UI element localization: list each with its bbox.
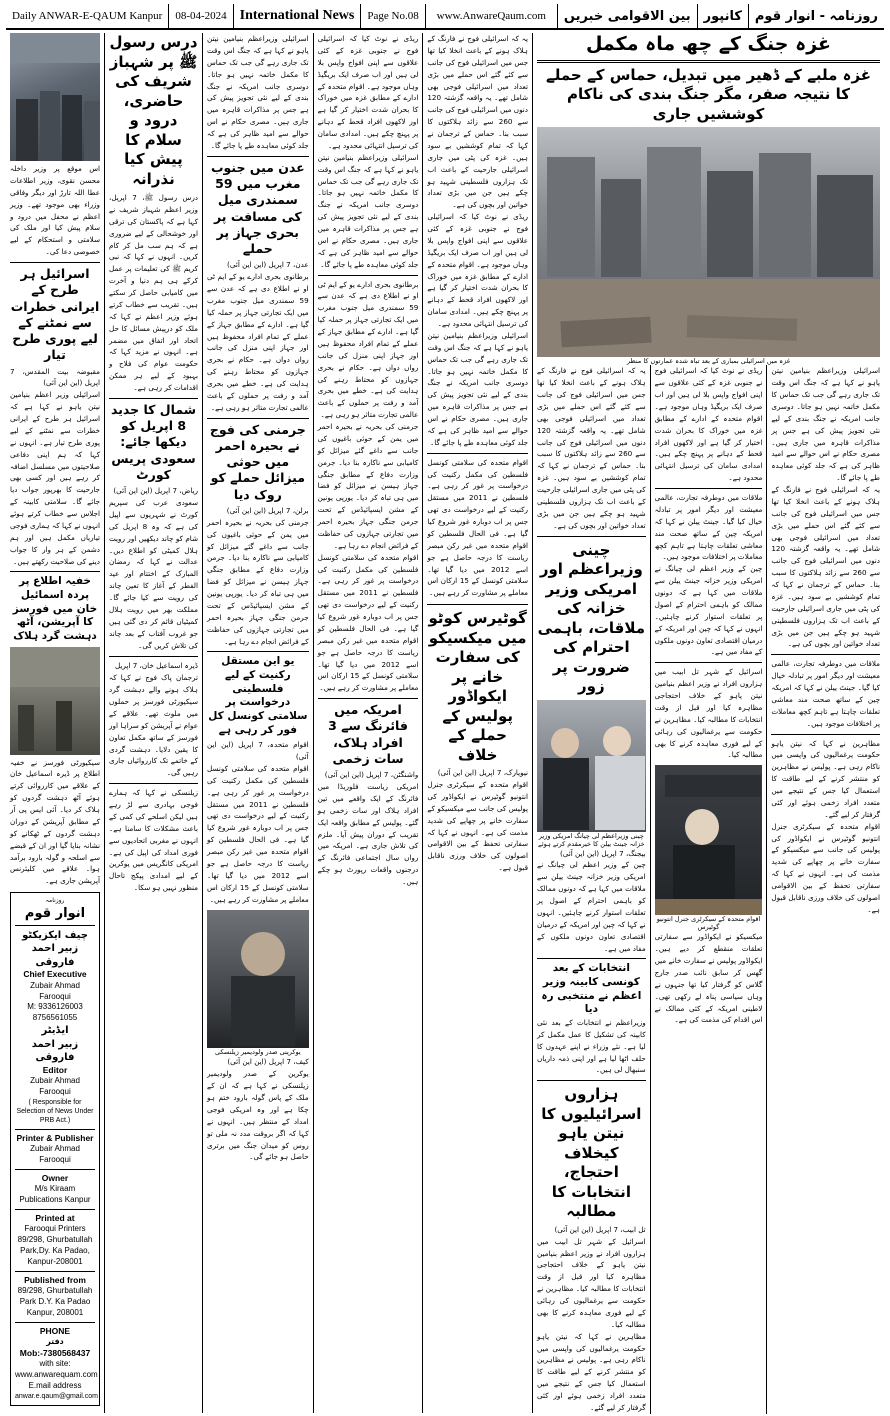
office-chief-exec-urdu-label: چیف ایکزیکٹو — [22, 929, 88, 941]
lead-body-a3: اسرائیلی وزیراعظم بنیامین نیتن یاہو نے کہا ہے کہ جنگ اس وقت تک جاری رہے گی جب تک حماس کا مکمل خاتمہ نہیں ہو جاتا۔ دوسری جانب امریکہ نے جنگ بندی کے لیے نئی تجویز پیش کی ہے جس پر مذاکرات قاہرہ میں جاری ہیں۔ مصری حکام نے اس حوالے سے امید ظاہر کی ہے کہ جلد کوئی معاہدہ طے پا جائے گا۔ — [427, 330, 529, 447]
america-firing-headline: امریکہ میں فائرنگ سے 3 افراد ہلاک، سات زخمی — [318, 698, 419, 767]
un-body: اقوام متحدہ کی سلامتی کونسل فلسطین کی مکمل رکنیت کی درخواست پر غور کر رہی ہے۔ فلسطین نے 2011 میں مستقل رکنیت کے لیے درخواست دی تھی جس پر اب دوبارہ غور شروع کیا گیا ہے۔ فی الحال فلسطین کو اقوام متحدہ میں غیر رکن مبصر ریاست کا درجہ حاصل ہے جو اسے 2012 میں دیا گیا تھا۔ سلامتی کونسل کے 15 ارکان اس معاملے پر مشاورت کر رہے ہیں۔ — [207, 763, 309, 904]
masthead-urdu-city: کانپور — [698, 4, 749, 28]
column-1 — [6, 33, 104, 1413]
middle-zone — [202, 33, 532, 1413]
office-email-label: E.mail address — [28, 1380, 82, 1390]
masthead-page-no: Page No.08 — [361, 4, 425, 28]
left-zone — [6, 33, 202, 1413]
lead-body-left: اسرائیلی وزیراعظم بنیامین نیتن یاہو نے کہا ہے کہ جنگ اس وقت تک جاری رہے گی جب تک حماس کا مکمل خاتمہ نہیں ہو جاتا۔ دوسری جانب امریکہ نے جنگ بندی کے لیے نئی تجویز پیش کی ہے جس پر مذاکرات قاہرہ میں جاری ہیں۔ مصری حکام نے اس حوالے سے امید ظاہر کی ہے کہ جلد کوئی معاہدہ طے پا جائے گا۔ — [207, 34, 309, 150]
office-editor-urdu-name: زبیر احمد فاروقی — [31, 1038, 79, 1063]
ismail-body-left: سیکیورٹی فورسز نے خفیہ اطلاع پر ڈیرہ اسماعیل خان کے علاقے میں کارروائی کرتے ہوئے آٹھ دہشت گردوں کو ہلاک کر دیا۔ آئی ایس پی آر کے مطابق آپریشن کے دوران دہشت گردوں کے ٹھکانے کو نشانہ بنایا گیا اور ان کے قبضے سے اسلحہ و گولہ بارود برآمد ہوا۔ علاقے میں کلیئرنس آپریشن جاری ہے۔ — [10, 757, 100, 886]
column-6 — [533, 365, 650, 1414]
un-dateline: اقوام متحدہ، 7 اپریل (این این آئی) — [207, 740, 309, 762]
aden-dateline: عدن، 7 اپریل (این این آئی) — [227, 260, 309, 270]
un-headline: یو این مستقل رکنیت کے لیے فلسطینی درخواست پر سلامتی کونسل کل فور کر رہی ہے — [207, 651, 309, 737]
lead-body-a: یہ کہ اسرائیلی فوج نے فارنگ کے ہلاک ہونے کے باعث انخلا کیا تھا جس میں اسرائیلی فوج کی جانب سے کئے گئے اس حملے میں بڑی تعداد میں اسرائیلی فوجی بھی شامل تھے۔ یہ واقعہ گزشتہ 120 دنوں میں اسرائیلی فوج کی جانب سے 260 سے زائد ہلاکتوں کا سبب بنا۔ حماس کے ترجمان نے کہا کہ تمام کوششیں بے سود ہیں۔ غزہ کی پٹی میں جاری اسرائیلی جارحیت کے باعث اب تک ہزاروں فلسطینی شہید ہو چکے ہیں جن میں بڑی تعداد خواتین اور بچوں کی ہے۔ — [427, 34, 529, 210]
mexico-body-right: میکسیکو نے ایکواڈور سے سفارتی تعلقات منقطع کر دیے ہیں۔ ایکواڈور پولیس نے سفارت خانے میں گھس کر سابق نائب صدر جارج گلاس کو گرفتار کیا تھا جنہوں نے وہاں سیاسی پناہ لے رکھی تھی۔ لاطینی امریکہ کے کئی ممالک نے اس اقدام کی مذمت کی ہے۔ — [654, 932, 763, 1025]
aden-body: برطانوی بحری ادارے یو کے ایم ٹی او نے اطلاع دی ہے کہ عدن سے 59 سمندری میل جنوب مغرب میں ایک تجارتی جہاز پر حملہ کیا گیا ہے۔ ادارے کے مطابق جہاز کے عملے کے تمام افراد محفوظ ہیں اور جہاز اپنی منزل کی جانب رواں دواں ہے۔ حکام نے بحری جہازوں کو محتاط رہنے کی ہدایت کی ہے۔ خطے میں بحری آمد و رفت پر حملوں کے باعث عالمی تجارت متاثر ہو رہی ہے۔ — [207, 272, 309, 412]
column-5 — [422, 33, 532, 1413]
lead-right-c2: یہ کہ اسرائیلی فوج نے فارنگ کے ہلاک ہونے کے باعث انخلا کیا تھا جس میں اسرائیلی فوج کی جانب سے کئے گئے اس حملے میں بڑی تعداد میں اسرائیلی فوجی بھی شامل تھے۔ یہ واقعہ گزشتہ 120 دنوں میں اسرائیلی فوج کی جانب سے 260 سے زائد ہلاکتوں کا سبب بنا۔ حماس کے ترجمان نے کہا کہ تمام کوششیں بے سود ہیں۔ غزہ کی پٹی میں جاری اسرائیلی جارحیت کے باعث اب تک ہزاروں فلسطینی شہید ہو چکے ہیں جن میں بڑی تعداد خواتین اور بچوں کی ہے۔ — [771, 485, 881, 649]
china-us-body-4: ملاقات میں دوطرفہ تجارت، عالمی معیشت اور دیگر امور پر تبادلہ خیال کیا گیا۔ جینٹ ییلن نے کہا کہ امریکہ چین کے ساتھ صحت مند معاشی تعلقات چاہتا ہے تاہم کچھ معاملات پر اختلافات موجود ہیں۔ — [771, 654, 880, 729]
office-website-label: with site: — [39, 1359, 71, 1369]
office-editor-role: Editor — [42, 1064, 68, 1075]
mexico-body-8: اقوام متحدہ کے سیکرٹری جنرل انتونیو گوٹیرس نے ایکواڈور کی پولیس کی جانب سے میکسیکو کے سفارت خانے پر چھاپے کی شدید مذمت کی ہے۔ انہوں نے کہا کہ سفارتی تحفظ کے بین الاقوامی اصولوں کی خلاف ورزی ناقابل قبول ہے۔ — [771, 821, 881, 914]
office-urdu-label: دفتر — [46, 1336, 64, 1346]
israel-protest-body: اسرائیل کے شہر تل ابیب میں ہزاروں افراد نے وزیر اعظم بنیامین نیتن یاہو کے خلاف احتجاجی مظاہرہ کیا اور قبل از وقت انتخابات کا مطالبہ کیا۔ مظاہرین نے حکومت سے یرغمالیوں کی رہائی کے لیے فوری معاہدہ کرنے کا بھی مطالبہ کیا۔ — [537, 1236, 646, 1329]
mexico-body: اقوام متحدہ کے سیکرٹری جنرل انتونیو گوٹیرس نے ایکواڈور کی پولیس کی جانب سے میکسیکو کے سفارت خانے پر چھاپے کی شدید مذمت کی ہے۔ انہوں نے کہا کہ سفارتی تحفظ کے بین الاقوامی اصولوں کی خلاف ورزی ناقابل قبول ہے۔ — [427, 780, 529, 873]
aden-body-cont: برطانوی بحری ادارے یو کے ایم ٹی او نے اطلاع دی ہے کہ عدن سے 59 سمندری میل جنوب مغرب میں ایک تجارتی جہاز پر حملہ کیا گیا ہے۔ ادارے کے مطابق جہاز کے عملے کے تمام افراد محفوظ ہیں اور جہاز اپنی منزل کی جانب رواں دواں ہے۔ حکام نے بحری جہازوں کو محتاط رہنے کی ہدایت کی ہے۔ خطے میں بحری آمد و رفت پر حملوں کے باعث عالمی تجارت متاثر ہو رہی ہے۔ — [318, 275, 419, 422]
masthead-date: 08-04-2024 — [169, 4, 233, 28]
office-mobile-1[interactable]: M: 9336126003 — [27, 1002, 83, 1012]
page-body — [6, 33, 884, 1413]
china-us-headline: چینی وزیراعظم اور امریکی وزیر خزانہ کی ملاقات، باہمی احترام کی ضرورت پر زور — [537, 536, 646, 697]
lead-right-c: اسرائیلی وزیراعظم بنیامین نیتن یاہو نے کہا ہے کہ جنگ اس وقت تک جاری رہے گی جب تک حماس کا مکمل خاتمہ نہیں ہو جاتا۔ دوسری جانب امریکہ نے جنگ بندی کے لیے نئی تجویز پیش کی ہے جس پر مذاکرات قاہرہ میں جاری ہیں۔ مصری حکام نے اس حوالے سے امید ظاہر کی ہے کہ جلد کوئی معاہدہ طے پا جائے گا۔ — [771, 366, 881, 483]
lead-headline: غزہ ملبے کے ڈھیر میں تبدیل، حماس کے حملے کا نتیجہ صفر، مگر جنگ بندی کی ناکام کوششیں جاری — [545, 65, 872, 123]
office-website[interactable]: www.anwarequam.com — [15, 1370, 98, 1380]
masthead — [6, 4, 884, 30]
germany-body: جرمنی کی بحریہ نے بحیرہ احمر میں یمن کے حوثی باغیوں کی جانب سے داغے گئے میزائل کو کامیابی سے ناکارہ بنا دیا۔ جرمن وزارت دفاع کے مطابق جنگی جہاز ہیسن نے میزائل کو فضا میں ہی تباہ کر دیا۔ یورپی یونین کے مشن ایسپائیڈس کے تحت جرمن جنگی جہاز بحیرہ احمر میں تجارتی جہازوں کی حفاظت کے فرائض انجام دے رہا ہے۔ — [207, 517, 309, 646]
zelensky-dateline: کیف، 7 اپریل (این این آئی) — [227, 1057, 309, 1067]
rasool-headline: درس رسول ﷺ پر شہباز شریف کی حاضری، درود و سلام کا پیش کیا نذرانہ — [109, 33, 198, 188]
germany-headline: جرمنی کی فوج نے بحیرہ احمر میں حوثی میزائل حملے کو روک دیا — [207, 418, 309, 503]
germany-body-cont: جرمنی کی بحریہ نے بحیرہ احمر میں یمن کے حوثی باغیوں کی جانب سے داغے گئے میزائل کو کامیابی سے ناکارہ بنا دیا۔ جرمن وزارت دفاع کے مطابق جنگی جہاز ہیسن نے میزائل کو فضا میں ہی تباہ کر دیا۔ یورپی یونین کے مشن ایسپائیڈس کے تحت جرمن جنگی جہاز بحیرہ احمر میں تجارتی جہازوں کی حفاظت کے فرائض انجام دے رہا ہے۔ — [317, 422, 419, 550]
un-body-cont: اقوام متحدہ کی سلامتی کونسل فلسطین کی مکمل رکنیت کی درخواست پر غور کر رہی ہے۔ فلسطین نے 2011 میں مستقل رکنیت کے لیے درخواست دی تھی جس پر اب دوبارہ غور شروع کیا گیا ہے۔ فی الحال فلسطین کو اقوام متحدہ میں غیر رکن مبصر ریاست کا درجہ حاصل ہے جو اسے 2012 میں دیا گیا تھا۔ سلامتی کونسل کے 15 ارکان اس معاملے پر مشاورت کر رہے ہیں۔ — [317, 552, 419, 693]
masthead-section: International News — [234, 4, 362, 28]
office-owner-label: Owner — [41, 1172, 69, 1183]
israel-protest-body-3: اسرائیل کے شہر تل ابیب میں ہزاروں افراد نے وزیر اعظم بنیامین نیتن یاہو کے خلاف احتجاجی مظاہرہ کیا اور قبل از وقت انتخابات کا مطالبہ کیا۔ مظاہرین نے حکومت سے یرغمالیوں کی رہائی کے لیے فوری معاہدہ کرنے کا بھی مطالبہ کیا۔ — [655, 662, 763, 761]
office-mobile-main[interactable]: Mob:-7380568437 — [19, 1347, 91, 1358]
office-printed-at: Farooqui Printers 89/298, Ghurbatullah Park,Dy. Ka Padao, Kanpur-208001 — [17, 1224, 93, 1266]
zelensky-body-left: زیلنسکی نے کہا کہ ہمارے فوجی بہادری سے لڑ رہے ہیں لیکن اسلحے کی کمی کے باعث مشکلات کا سامنا ہے۔ انہوں نے مغربی اتحادیوں سے فوری امداد کی اپیل کی ہے۔ امریکی کانگریس میں یوکرین کے لیے امدادی پیکج تاحال منظور نہیں ہو سکا۔ — [109, 783, 198, 894]
masthead-urdu-title: روزنامہ - انوار قوم — [754, 8, 878, 24]
office-email[interactable]: anwar.e.qaum@gmail.com — [15, 1392, 98, 1400]
office-published-label: Published from — [24, 1274, 86, 1285]
cabinet-body: وزیراعظم نے انتخابات کے بعد نئی کابینہ کی تشکیل کا عمل مکمل کر لیا ہے۔ نئے وزراء نے اپنے عہدوں کا حلف اٹھا لیا ہے اور اپنی ذمہ داریاں سنبھال لی ہیں۔ — [537, 1017, 646, 1075]
office-phone-label: PHONE — [39, 1325, 71, 1336]
office-chief-exec-role: Chief Executive — [23, 969, 87, 980]
china-us-body-3: چین کے وزیر اعظم لی چیانگ نے امریکی وزیر خزانہ جینٹ ییلن سے ملاقات میں کہا ہے کہ دونوں ممالک کو باہمی احترام کے اصول پر تعلقات استوار کرنے چاہئیں۔ انہوں نے کہا کہ چین اور امریکہ کے درمیان اقتصادی تعاون دونوں ملکوں کے مفاد میں ہے۔ — [654, 564, 763, 657]
zelensky-photo — [207, 910, 309, 1048]
office-printer-name: Zubair Ahmad Farooqui — [30, 1144, 80, 1165]
right-columns — [533, 365, 884, 1414]
column-7 — [650, 365, 767, 1414]
right-zone — [532, 33, 884, 1413]
israel-protest-headline: ہزاروں اسرائیلیوں کا نیتن یاہو کیخلاف احتجاج، انتخابات کا مطالبہ — [537, 1080, 646, 1222]
column-2 — [104, 33, 202, 1413]
office-editor-note: ( Responsible for Selection of News Under PRB Act.) — [16, 1098, 94, 1125]
lead-body-mid: ریڈی نے نوٹ کیا کہ اسرائیلی فوج نے جنوبی غزہ کے کئی علاقوں سے اپنی افواج واپس بلا لی ہیں اور اب صرف ایک بریگیڈ وہاں موجود ہے۔ اقوام متحدہ کے ادارے کے مطابق غزہ میں خوراک کا بحران شدت اختیار کر گیا ہے اور لاکھوں افراد قحط کے دہانے پر پہنچ چکے ہیں۔ امدادی سامان کی ترسیل انتہائی محدود ہے۔ — [317, 34, 419, 150]
office-tag: روزنامہ — [45, 897, 65, 905]
masthead-urdu-name: انوار قوم — [754, 8, 816, 24]
israel-protest-dateline: تل ابیب، 7 اپریل (این این آئی) — [554, 1224, 646, 1234]
america-firing-dateline: واشنگٹن، 7 اپریل (این این آئی) — [324, 770, 419, 780]
israel-iran-headline: اسرائیل ہر طرح کے ایرانی خطرات سے نمٹنے کے لیے پوری طرح تیار — [10, 262, 100, 364]
office-published-at: 89/298, Ghurbatullah Park D.Y. Ka Padao Kanpur, 208001 — [17, 1286, 93, 1317]
america-firing-body: امریکی ریاست فلوریڈا میں فائرنگ کے ایک واقعے میں تین افراد ہلاک اور سات زخمی ہو گئے۔ پولیس کے مطابق واقعہ ایک تقریب کے دوران پیش آیا۔ ملزم کی تلاش جاری ہے۔ امریکہ میں رواں سال اجتماعی فائرنگ کے درجنوں واقعات رپورٹ ہو چکے ہیں۔ — [317, 782, 419, 886]
column-3 — [203, 33, 313, 1413]
ismail-body-2: ترجمان پاک فوج نے کہا کہ ہلاک ہونے والے دہشت گرد سیکیورٹی فورسز پر حملوں میں ملوث تھے۔ علاقے کے عوام نے آپریشن کو سراہا اور فورسز کے ساتھ مکمل تعاون کا یقین دلایا۔ دہشت گردی کے خاتمے تک کارروائیاں جاری رہیں گی۔ — [109, 673, 198, 778]
zelensky-body: یوکرین کے صدر ولودیمیر زیلنسکی نے کہا ہے کہ ان کے ملک کے پاس گولہ بارود ختم ہو چکا ہے اور وہ امریکی فوجی امداد کے منتظر ہیں۔ انہوں نے کہا کہ اگر بروقت مدد نہ ملی تو روس کو میدان جنگ میں برتری حاصل ہو جائے گی۔ — [207, 1069, 309, 1162]
lead-body-mid-2: اسرائیلی وزیراعظم بنیامین نیتن یاہو نے کہا ہے کہ جنگ اس وقت تک جاری رہے گی جب تک حماس کا مکمل خاتمہ نہیں ہو جاتا۔ دوسری جانب امریکہ نے جنگ بندی کے لیے نئی تجویز پیش کی ہے جس پر مذاکرات قاہرہ میں جاری ہیں۔ مصری حکام نے اس حوالے سے امید ظاہر کی ہے کہ جلد کوئی معاہدہ طے پا جائے گا۔ — [317, 152, 419, 269]
germany-dateline: برلن، 7 اپریل (این این آئی) — [226, 505, 309, 515]
column-8 — [766, 365, 884, 1414]
lead-photo-wrap — [533, 127, 884, 365]
cabinet-headline: انتخابات کے بعد کونسی کابینہ وزیر اعظم نے منتخبی رہ دیا — [537, 958, 646, 1017]
saudi-dateline: ریاض، 7 اپریل (این این آئی) — [113, 486, 198, 496]
office-printer-label: Printer & Publisher — [16, 1132, 94, 1143]
rasool-body-2: درس رسول ﷺ، 7 اپریل، وزیر اعظم شہباز شریف نے کہا ہے کہ پاکستان کی ترقی اور خوشحالی کے لیے ضروری ہے کہ ہم سب مل کر کام کریں۔ انہوں نے کہا کہ نبی کریم ﷺ کی تعلیمات پر عمل کرکے ہی ہم دنیا و آخرت میں کامیابی حاصل کر سکتے ہیں۔ تقریب سے خطاب کرتے ہوئے وزیر اعظم نے کہا کہ ملک کو درپیش مسائل کا حل اتحاد اور اتفاق میں مضمر ہے۔ انہوں نے مزید کہا کہ حکومت عوام کی فلاح و بہبود کے لیے ہر ممکن اقدامات کر رہی ہے۔ — [109, 193, 198, 392]
lead-body-a2: ریڈی نے نوٹ کیا کہ اسرائیلی فوج نے جنوبی غزہ کے کئی علاقوں سے اپنی افواج واپس بلا لی ہیں اور اب صرف ایک بریگیڈ وہاں موجود ہے۔ اقوام متحدہ کے ادارے کے مطابق غزہ میں خوراک کا بحران شدت اختیار کر گیا ہے اور لاکھوں افراد قحط کے دہانے پر پہنچ چکے ہیں۔ امدادی سامان کی ترسیل انتہائی محدود ہے۔ — [427, 212, 529, 328]
ismail-headline-left: خفیہ اطلاع پر پردہ اسمائیل خان میں فورسز کا آپریشن، آٹھ دہشت گرد ہلاک — [10, 571, 100, 643]
column-4 — [313, 33, 423, 1413]
israel-protest-body-2: مظاہرین نے کہا کہ نیتن یاہو حکومت یرغمالیوں کی واپسی میں ناکام رہی ہے۔ پولیس نے مظاہرین کو منتشر کرنے کے لیے طاقت کا استعمال کیا جس کے نتیجے میں متعدد افراد زخمی ہوئے اور کئی گرفتار کر لیے گئے۔ — [537, 1331, 646, 1412]
china-us-dateline: بیجنگ، 7 اپریل (این این آئی) — [559, 848, 646, 858]
un-body-3: اقوام متحدہ کی سلامتی کونسل فلسطین کی مکمل رکنیت کی درخواست پر غور کر رہی ہے۔ فلسطین نے 2011 میں مستقل رکنیت کے لیے درخواست دی تھی جس پر اب دوبارہ غور شروع کیا گیا ہے۔ فی الحال فلسطین کو اقوام متحدہ میں غیر رکن مبصر ریاست کا درجہ حاصل ہے جو اسے 2012 میں دیا گیا تھا۔ سلامتی کونسل کے 15 ارکان اس معاملے پر مشاورت کر رہے ہیں۔ — [427, 453, 528, 600]
masthead-urdu-daily: روزنامہ — [829, 8, 878, 24]
office-editor-name: Zubair Ahmad Farooqui — [30, 1075, 80, 1096]
office-mobile-2[interactable]: 8756561055 — [32, 1013, 78, 1023]
lead-right-a: یہ کہ اسرائیلی فوج نے فارنگ کے ہلاک ہونے کے باعث انخلا کیا تھا جس میں اسرائیلی فوج کی جانب سے کئے گئے اس حملے میں بڑی تعداد میں اسرائیلی فوجی بھی شامل تھے۔ یہ واقعہ گزشتہ 120 دنوں میں اسرائیلی فوج کی جانب سے 260 سے زائد ہلاکتوں کا سبب بنا۔ حماس کے ترجمان نے کہا کہ تمام کوششیں بے سود ہیں۔ غزہ کی پٹی میں جاری اسرائیلی جارحیت کے باعث اب تک ہزاروں فلسطینی شہید ہو چکے ہیں جن میں بڑی تعداد خواتین اور بچوں کی ہے۔ — [537, 366, 646, 530]
china-us-photo — [537, 700, 646, 832]
gaza-destruction-photo — [537, 127, 880, 357]
guterres-photo-caption: اقوام متحدہ کے سیکرٹری جنرل انتونیو گوٹیرس — [656, 915, 761, 932]
office-logo: انوار قوم — [15, 905, 95, 926]
rasool-photo — [10, 33, 100, 161]
mexico-headline: گوٹیرس کوٹو میں میکسیکو کی سفارت خانے پر ایکواڈور پولیس کے حملے کے خلاف — [427, 604, 528, 765]
masthead-paper-name: Daily ANWAR-E-QAUM Kanpur — [6, 4, 169, 28]
guterres-photo — [655, 765, 763, 915]
israel-iran-dateline: مقبوضہ بیت المقدس، 7 اپریل (این این آئی) — [10, 366, 100, 388]
israel-iran-body: اسرائیلی وزیر اعظم بنیامین نیتن یاہو نے کہا ہے کہ اسرائیل ہر طرح کے ایرانی خطرات سے نمٹنے کے لیے پوری طرح تیار ہے۔ انہوں نے کہا کہ ہم اپنی دفاعی صلاحیتوں میں مسلسل اضافہ کر رہے ہیں اور کسی بھی جارحیت کا بھرپور جواب دیا جائے گا۔ سلامتی کابینہ کے اجلاس سے خطاب کرتے ہوئے انہوں نے کہا کہ ہماری فوجی تیاریاں مکمل ہیں اور ہم دشمن کے ہر وار کا جواب دینے کی صلاحیت رکھتے ہیں۔ — [10, 390, 100, 566]
mexico-dateline: نیویارک، 7 اپریل (این این آئی) — [437, 768, 529, 778]
office-chief-exec-urdu-name: زبیر احمد فاروقی — [31, 943, 79, 968]
masthead-website[interactable]: www.AnwareQaum.com — [426, 4, 558, 28]
saudi-headline: شمال کا جدید 8 اپریل کو دیکھا جائے: سعودی پریس کورٹ — [109, 398, 198, 483]
lead-photo-caption: غزہ میں اسرائیلی بمباری کے بعد تباہ شدہ عمارتوں کا منظر — [626, 357, 791, 366]
aden-headline: عدن میں جنوب مغرب میں 59 سمندری میل کی مسافت پر بحری جہاز پر حملے — [207, 156, 309, 258]
masthead-urdu-section: بین الاقوامی خبریں — [558, 4, 698, 28]
china-us-body: چین کے وزیر اعظم لی چیانگ نے امریکی وزیر خزانہ جینٹ ییلن سے ملاقات میں کہا ہے کہ دونوں ممالک کو باہمی احترام کے اصول پر تعلقات استوار کرنے چاہئیں۔ انہوں نے کہا کہ چین اور امریکہ کے درمیان اقتصادی تعاون دونوں ملکوں کے مفاد میں ہے۔ — [537, 860, 646, 953]
lead-right-b: ریڈی نے نوٹ کیا کہ اسرائیلی فوج نے جنوبی غزہ کے کئی علاقوں سے اپنی افواج واپس بلا لی ہیں اور اب صرف ایک بریگیڈ وہاں موجود ہے۔ اقوام متحدہ کے ادارے کے مطابق غزہ میں خوراک کا بحران شدت اختیار کر گیا ہے اور لاکھوں افراد قحط کے دہانے پر پہنچ چکے ہیں۔ امدادی سامان کی ترسیل انتہائی محدود ہے۔ — [654, 366, 763, 483]
zelensky-photo-caption: یوکرینی صدر ولودیمیر زیلنسکی — [215, 1048, 301, 1057]
china-us-body-2: ملاقات میں دوطرفہ تجارت، عالمی معیشت اور دیگر امور پر تبادلہ خیال کیا گیا۔ جینٹ ییلن نے کہا کہ امریکہ چین کے ساتھ صحت مند معاشی تعلقات چاہتا ہے تاہم کچھ معاملات پر اختلافات موجود ہیں۔ — [655, 488, 763, 563]
rasool-body-1: اس موقع پر وزیر داخلہ محسن نقوی، وزیر اطلاعات عطا اللہ تارڑ اور دیگر وفاقی وزراء بھی موجود تھے۔ وزیر اعظم نے محفل میں درود و سلام پیش کیا اور ملک کی سلامتی و استحکام کے لیے خصوصی دعا کی۔ — [10, 164, 100, 257]
ismail-dateline: ڈیرہ اسماعیل خان، 7 اپریل — [109, 656, 198, 672]
office-info-box — [10, 892, 100, 1406]
office-chief-exec-name: Zubair Ahmad Farooqui — [30, 980, 80, 1001]
ismail-photo — [10, 647, 100, 755]
office-editor-urdu-label: ایڈیٹر — [41, 1025, 69, 1036]
china-us-photo-caption: چینی وزیراعظم لی چیانگ امریکی وزیر خزانہ جینٹ ییلن کا خیرمقدم کرتے ہوئے — [538, 831, 645, 848]
office-owner-name: M/s Kiraam Publications Kanpur — [19, 1184, 91, 1205]
office-printed-label: Printed at — [35, 1213, 75, 1223]
lead-kicker: غزہ جنگ کے چھ ماہ مکمل — [537, 33, 880, 63]
israel-protest-body-4: مظاہرین نے کہا کہ نیتن یاہو حکومت یرغمالیوں کی واپسی میں ناکام رہی ہے۔ پولیس نے مظاہرین کو منتشر کرنے کے لیے طاقت کا استعمال کیا جس کے نتیجے میں متعدد افراد زخمی ہوئے اور کئی گرفتار کر لیے گئے۔ — [771, 734, 880, 821]
saudi-body: سعودی عرب کی سپریم کورٹ نے شہریوں سے اپیل کی ہے کہ وہ 8 اپریل کی شام کو چاند دیکھیں اور رویت ہلال کمیٹی کو اطلاع دیں۔ عدالت نے کہا کہ رمضان المبارک کے اختتام اور عید الفطر کے آغاز کا تعین چاند کی رویت سے کیا جائے گا۔ مملکت بھر میں رویت ہلال کمیٹیاں قائم کر دی گئی ہیں جو غروب آفتاب کے بعد چاند کی تلاش کریں گی۔ — [109, 498, 198, 650]
